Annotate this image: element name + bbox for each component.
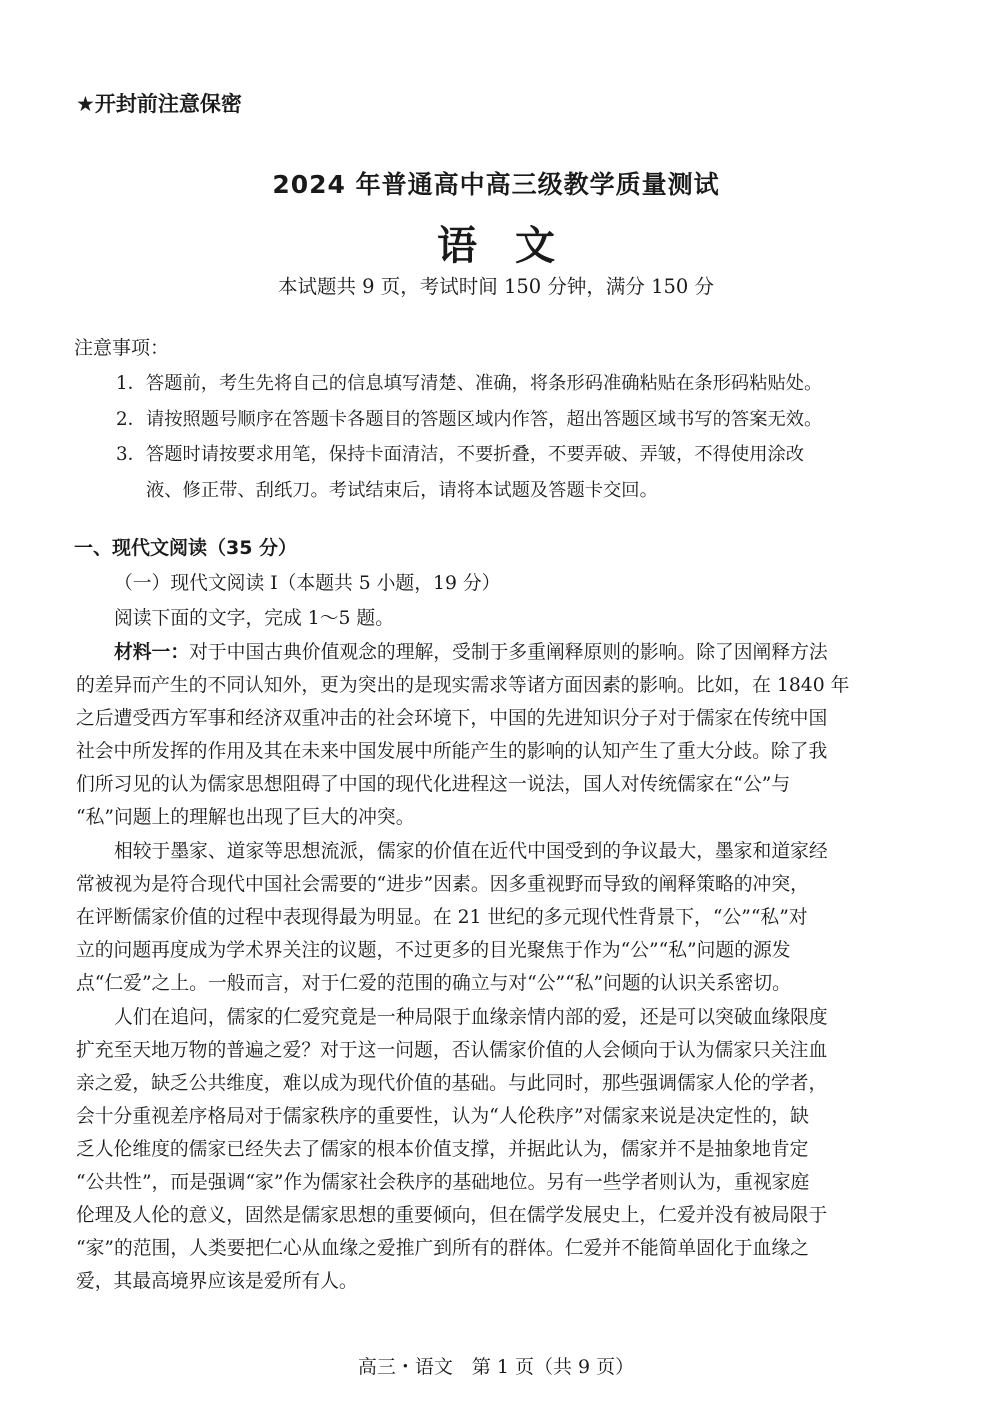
exam-title: 2024 年普通高中高三级教学质量测试 xyxy=(272,170,720,199)
sub-section-heading: （一）现代文阅读 I（本题共 5 小题，19 分） xyxy=(114,573,501,594)
note-item-continuation: 液、修正带、刮纸刀。考试结束后，请将本试题及答题卡交回。 xyxy=(146,480,658,501)
paragraph-line: 常被视为是符合现代中国社会需要的“进步”因素。因多重视野而导致的阐释策略的冲突， xyxy=(76,874,809,895)
reading-instruction: 阅读下面的文字，完成 1～5 题。 xyxy=(114,608,394,629)
paragraph-line: “公共性”，而是强调“家”作为儒家社会秩序的基础地位。另有一些学者则认为，重视家庭 xyxy=(76,1172,810,1193)
paragraph-line: “私”问题上的理解也出现了巨大的冲突。 xyxy=(76,807,415,828)
paragraph-line: 们所习见的认为儒家思想阻碍了中国的现代化进程这一说法，国人对传统儒家在“公”与 xyxy=(76,774,791,795)
section-heading: 一、现代文阅读（35 分） xyxy=(74,537,298,559)
paragraph-line xyxy=(114,637,828,664)
paragraph-line: 亲之爱，缺乏公共维度，难以成为现代价值的基础。与此同时，那些强调儒家人伦的学者， xyxy=(76,1073,828,1094)
paragraph-line: 相较于墨家、道家等思想流派，儒家的价值在近代中国受到的争议最大，墨家和道家经 xyxy=(114,841,828,862)
paragraph-line: 会十分重视差序格局对于儒家秩序的重要性，认为“人伦秩序”对儒家来说是决定性的，缺 xyxy=(76,1106,809,1127)
paragraph-line: 人们在追问，儒家的仁爱究竟是一种局限于血缘亲情内部的爱，还是可以突破血缘限度 xyxy=(114,1007,828,1028)
paragraph-line: 立的问题再度成为学术界关注的议题，不过更多的目光聚焦于作为“公”“私”问题的源发 xyxy=(76,940,791,961)
paragraph-line: 爱，其最高境界应该是爱所有人。 xyxy=(76,1271,358,1292)
note-item: 3．答题时请按要求用笔，保持卡面清洁，不要折叠，不要弄破、弄皱，不得使用涂改 xyxy=(116,444,805,465)
note-item: 2．请按照题号顺序在答题卡各题目的答题区域内作答，超出答题区域书写的答案无效。 xyxy=(116,409,823,430)
paragraph-line: 在评断儒家价值的过程中表现得最为明显。在 21 世纪的多元现代性背景下，“公”“私”对 xyxy=(76,907,808,928)
exam-info: 本试题共 9 页，考试时间 150 分钟，满分 150 分 xyxy=(277,275,715,298)
paragraph-line: 社会中所发挥的作用及其在未来中国发展中所能产生的影响的认知产生了重大分歧。除了我 xyxy=(76,741,828,762)
paragraph-line: 扩充至天地万物的普遍之爱？对于这一问题，否认儒家价值的人会倾向于认为儒家只关注血 xyxy=(76,1040,828,1061)
paragraph-line: 伦理及人伦的意义，固然是儒家思想的重要倾向，但在儒学发展史上，仁爱并没有被局限于 xyxy=(76,1205,828,1226)
paragraph-line: 乏人伦维度的儒家已经失去了儒家的根本价值支撑，并据此认为，儒家并不是抽象地肯定 xyxy=(76,1139,809,1160)
paragraph-line: “家”的范围，人类要把仁心从血缘之爱推广到所有的群体。仁爱并不能简单固化于血缘之 xyxy=(76,1238,809,1259)
paragraph-line: 点“仁爱”之上。一般而言，对于仁爱的范围的确立与对“公”“私”问题的认识关系密切。 xyxy=(76,973,791,994)
material-label: 材料一： xyxy=(114,642,190,663)
paragraph-line: 的差异而产生的不同认知外，更为突出的是现实需求等诸方面因素的影响。比如，在 1840 年 xyxy=(76,675,850,696)
paragraph-text: 对于中国古典价值观念的理解，受制于多重阐释原则的影响。除了因阐释方法 xyxy=(189,642,828,663)
notes-heading: 注意事项： xyxy=(74,337,170,359)
subject-title: 语文 xyxy=(437,222,593,269)
page-footer: 高三・语文 第 1 页（共 9 页） xyxy=(357,1356,635,1378)
paragraph-line: 之后遭受西方军事和经济双重冲击的社会环境下，中国的先进知识分子对于儒家在传统中国 xyxy=(76,708,828,729)
note-item: 1．答题前，考生先将自己的信息填写清楚、准确，将条形码准确粘贴在条形码粘贴处。 xyxy=(116,373,823,394)
confidential-notice: ★开封前注意保密 xyxy=(76,92,242,116)
